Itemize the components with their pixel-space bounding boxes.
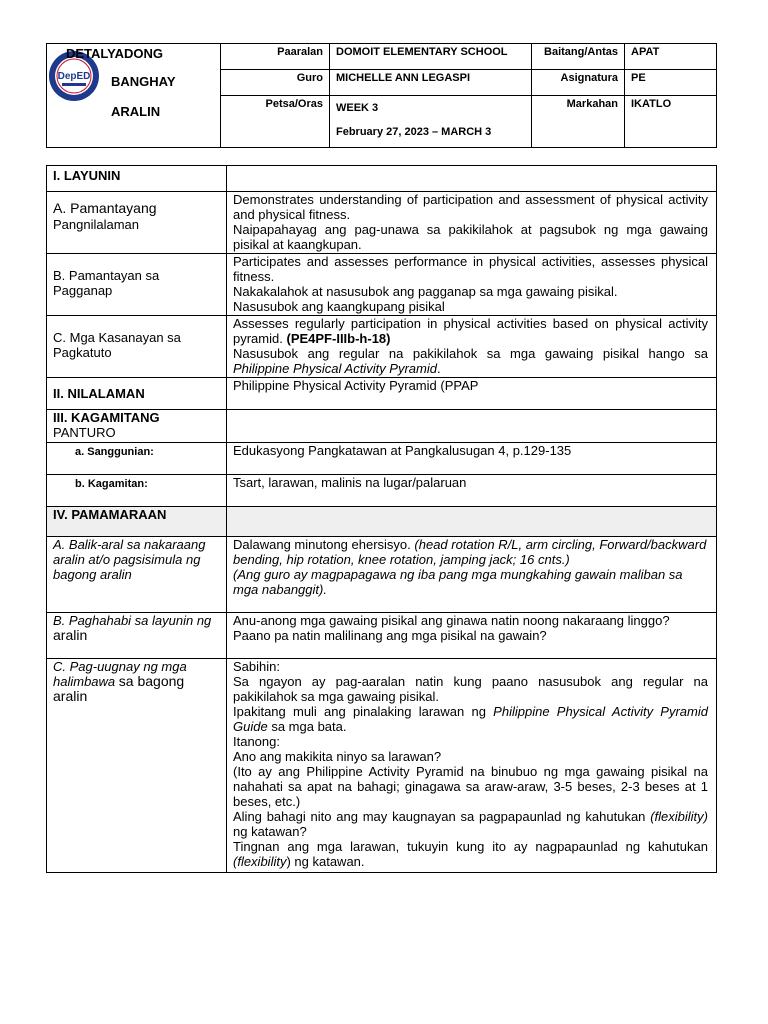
text-fil (233, 346, 708, 376)
label-main: A. Pamantayang (53, 200, 157, 216)
kagamitan-heading (47, 410, 227, 443)
label-sub: Pangnilalaman (53, 217, 140, 232)
exercise-text: Dalawang minutong ehersisyo. (233, 537, 411, 552)
pamantayan-sa-pagganap-label (47, 254, 227, 316)
paaralan-value: DOMOIT ELEMENTARY SCHOOL (330, 44, 532, 70)
paghahabi-text (227, 613, 717, 659)
layunin-empty (227, 166, 717, 192)
line-7b: ng katawan? (233, 824, 307, 839)
pag-uugnay-text (227, 659, 717, 873)
pag-uugnay-label (47, 659, 227, 873)
kasanayan-text (227, 316, 717, 378)
line-6: (Ito ay ang Philippine Activity Pyramid na binubuo ng mga gawaing pisikal na nahahati sa apat na bahagi; ginagawa sa araw-araw, 3-5 beses, 2-3 beses at 1 beses, etc.) (233, 764, 708, 809)
paghahabi-label (47, 613, 227, 659)
line-3 (233, 704, 708, 734)
text-en (233, 316, 708, 346)
baitang-label: Baitang/Antas (532, 44, 625, 70)
line-3b: sa mga bata. (271, 719, 347, 734)
line-itanong: Itanong: (233, 734, 280, 749)
teacher-note: (Ang guro ay magpapagawa ng iba pang mga mungkahing gawain maliban sa mga nabanggit). (233, 567, 683, 597)
paaralan-label: Paaralan (221, 44, 330, 70)
lesson-plan-table (46, 165, 717, 873)
asignatura-label: Asignatura (532, 70, 625, 96)
question-2: Paano pa natin malilinang ang mga pisikal na gawain? (233, 628, 547, 643)
guro-value: MICHELLE ANN LEGASPI (330, 70, 532, 96)
guro-label: Guro (221, 70, 330, 96)
line-7a: Aling bahagi nito ang may kaugnayan sa pagpapaunlad ng kahutukan (233, 809, 646, 824)
header-table (46, 43, 717, 148)
line-8a: Tingnan ang mga larawan, tukuyin kung ito ay nagpapaunlad ng kahutukan (233, 839, 708, 854)
pamamaraan-heading: IV. PAMAMARAAN (47, 507, 227, 537)
label-rest: sa bagong aralin (53, 673, 185, 704)
exercise-list: (head rotation R/L, arm circling, Forward/backward bending, hip rotation, knee rotation, jamping jack; 16 cnts.) (233, 537, 707, 567)
text-en: Participates and assesses performance in physical activities, assesses physical fitness. (233, 254, 708, 284)
petsa-week: WEEK 3 (336, 102, 379, 114)
line-3a: Ipakitang muli ang pinalaking larawan ng (233, 704, 486, 719)
asignatura-value: PE (625, 70, 717, 96)
text-en-body: Assesses regularly participation in physical activities based on physical activity pyramid. (233, 316, 708, 346)
nilalaman-heading: II. NILALAMAN (47, 378, 227, 410)
text-fil-1: Nakakalahok at nasusubok ang pagganap sa mga gawaing pisikal. (233, 284, 618, 299)
balik-aral-text (227, 537, 717, 613)
pamantayang-pangnilalaman-label (47, 192, 227, 254)
nilalaman-text: Philippine Physical Activity Pyramid (PPAP (227, 378, 717, 410)
label-italic: C. Pag-uugnay ng mga halimbawa (53, 659, 187, 689)
text-en: Demonstrates understanding of participation and assessment of physical activity and physical fitness. (233, 192, 708, 222)
exercise-line (233, 537, 708, 567)
line-5: Ano ang makikita ninyo sa larawan? (233, 749, 442, 764)
kagamitan-empty (227, 410, 717, 443)
label: C. Mga Kasanayan sa Pagkatuto (53, 330, 181, 360)
line-8b: ) ng katawan. (286, 854, 365, 869)
baitang-value: APAT (625, 44, 717, 70)
petsa-value (330, 96, 532, 148)
line-8-italic: (flexibility (233, 854, 287, 869)
kagamitan-text: Tsart, larawan, malinis na lugar/palaruan (227, 475, 717, 507)
title-cell (47, 44, 221, 148)
line-7 (233, 809, 708, 839)
title-line-3: ARALIN (111, 104, 161, 119)
petsa-date: February 27, 2023 – MARCH 3 (336, 126, 492, 138)
markahan-value: IKATLO (625, 96, 717, 148)
text-fil: Naipapahayag ang pag-unawa sa pakikilahok at pagsubok ng mga gawaing pisikal at kaangkupan. (233, 222, 708, 252)
text-fil-italic: Philippine Physical Activity Pyramid (233, 361, 437, 376)
title-line-2: BANGHAY (111, 74, 176, 89)
line-2: Sa ngayon ay pag-aaralan natin kung paano nasusubok ang regular na pakikilahok sa mga gawaing pisikal. (233, 674, 708, 704)
sanggunian-text: Edukasyong Pangkatawan at Pangkalusugan 4, p.129-135 (227, 443, 717, 475)
layunin-heading: I. LAYUNIN (47, 166, 227, 192)
line-3-italic: Philippine Physical Activity Pyramid Guide (233, 704, 708, 734)
balik-aral-label: A. Balik-aral sa nakaraang aralin at/o pagsisimula ng bagong aralin (47, 537, 227, 613)
logo-text: DepED (57, 71, 91, 82)
competency-code: (PE4PF-IIIb-h-18) (286, 331, 391, 346)
text-fil-2: Nasusubok ang kaangkupang pisikal (233, 299, 445, 314)
text-fil-body: Nasusubok ang regular na pakikilahok sa mga gawaing pisikal hango sa (233, 346, 708, 361)
line-sabihin: Sabihin: (233, 659, 280, 674)
label-rest: aralin (53, 627, 88, 643)
line-7-italic: (flexibility) (650, 809, 708, 824)
pamantayan-sa-pagganap-text (227, 254, 717, 316)
markahan-label: Markahan (532, 96, 625, 148)
label: B. Pamantayan sa Pagganap (53, 268, 160, 298)
heading-bold: III. KAGAMITANG (53, 410, 160, 425)
kasanayan-label (47, 316, 227, 378)
heading-rest: PANTURO (53, 425, 116, 440)
title-line-1: DETALYADONG (66, 46, 164, 61)
petsa-label: Petsa/Oras (221, 96, 330, 148)
label-italic: B. Paghahabi sa layunin ng (53, 613, 212, 628)
line-8 (233, 839, 708, 869)
sanggunian-label: a. Sanggunian: (47, 443, 227, 475)
question-1: Anu-anong mga gawaing pisikal ang ginawa natin noong nakaraang linggo? (233, 613, 670, 628)
pamantayang-pangnilalaman-text (227, 192, 717, 254)
pamamaraan-empty (227, 507, 717, 537)
kagamitan-label: b. Kagamitan: (47, 475, 227, 507)
text-fil-end: . (436, 361, 441, 376)
